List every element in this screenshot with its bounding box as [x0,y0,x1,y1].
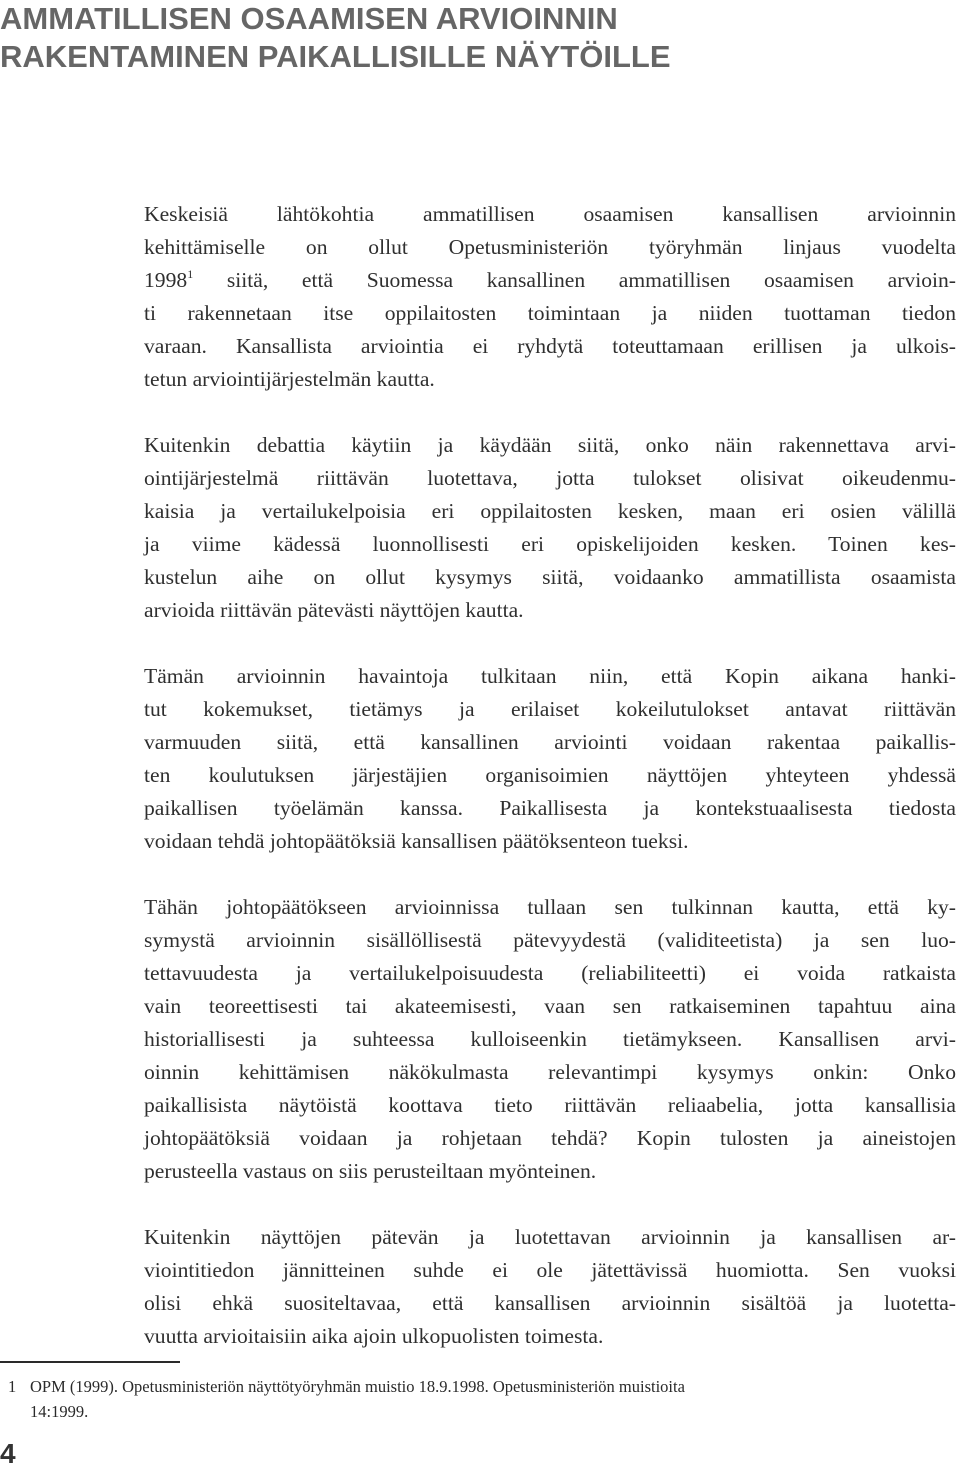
footnote-divider [0,1361,180,1363]
text-line: varaan. Kansallista arviointia ei ryhdytä toteuttamaan erillisen ja ulkois- [144,334,956,358]
text-line: ja viime kädessä luonnollisesti eri opiskelijoiden kesken. Toinen kes- [144,532,956,556]
text-line: viointitiedon jännitteinen suhde ei ole jätettävissä huomiotta. Sen vuoksi [144,1258,956,1282]
paragraph-1 [144,198,956,396]
text-line: Tähän johtopäätökseen arvioinnissa tullaan sen tulkinnan kautta, että ky- [144,895,956,919]
footnote [0,1374,900,1424]
body-text [144,198,956,1386]
paragraph-3 [144,660,956,858]
footnote-text-line-2: 14:1999. [30,1402,89,1421]
text-line: ten koulutuksen järjestäjien organisoimien näyttöjen yhteyteen yhdessä [144,763,956,787]
text-line: varmuuden siitä, että kansallinen arviointi voidaan rakentaa paikallis- [144,730,956,754]
paragraph-2 [144,429,956,627]
text-line: Kuitenkin debattia käytiin ja käydään siitä, onko näin rakennettava arvi- [144,433,956,457]
text-line: Tämän arvioinnin havaintoja tulkitaan niin, että Kopin aikana hanki- [144,664,956,688]
footnote-text-line-1: OPM (1999). Opetusministeriön näyttötyöryhmän muistio 18.9.1998. Opetusministeriön muistioita [30,1377,685,1396]
text-line: paikallisen työelämän kanssa. Paikallisesta ja kontekstuaalisesta tiedosta [144,796,956,820]
paragraph-4 [144,891,956,1188]
text-line: olisi ehkä suositeltavaa, että kansallisen arvioinnin sisältöä ja luotetta- [144,1291,956,1315]
text-line: arvioida riittävän pätevästi näyttöjen kautta. [144,598,524,622]
chapter-heading-line-2: RAKENTAMINEN PAIKALLISILLE NÄYTÖILLE [0,39,671,74]
paragraph-5 [144,1221,956,1353]
text-line: ointijärjestelmä riittävän luotettava, jotta tulokset olisivat oikeudenmu- [144,466,956,490]
text-line [144,264,956,297]
text-line: symystä arvioinnin sisällöllisestä pätevyydestä (validiteetista) ja sen luo- [144,928,956,952]
text-line: Keskeisiä lähtökohtia ammatillisen osaamisen kansallisen arvioinnin [144,202,956,226]
text-line: ti rakennetaan itse oppilaitosten toimintaan ja niiden tuottaman tiedon [144,301,956,325]
text-line: paikallisista näytöistä koottava tieto riittävän reliaabelia, jotta kansallisia [144,1093,956,1117]
text-line: Kuitenkin näyttöjen pätevän ja luotettavan arvioinnin ja kansallisen ar- [144,1225,956,1249]
text-line: perusteella vastaus on siis perusteiltaan myönteinen. [144,1159,597,1183]
footnote-number: 1 [8,1377,17,1396]
text-line: oinnin kehittämisen näkökulmasta relevantimpi kysymys onkin: Onko [144,1060,956,1084]
text-line-rest: siitä, että Suomessa kansallinen ammatillisen osaamisen arvioin- [226,268,956,292]
chapter-heading-line-1: AMMATILLISEN OSAAMISEN ARVIOINNIN [0,1,618,36]
text-line: kaisia ja vertailukelpoisia eri oppilaitosten kesken, maan eri osien välillä [144,499,956,523]
page-number: 4 [0,1438,16,1469]
text-line: voidaan tehdä johtopäätöksiä kansallisen päätöksenteon tueksi. [144,829,689,853]
year-text: 1998 [144,268,188,292]
chapter-heading [0,0,900,76]
text-line: vain teoreettisesti tai akateemisesti, vaan sen ratkaiseminen tapahtuu aina [144,994,956,1018]
text-line: kustelun aihe on ollut kysymys siitä, voidaanko ammatillista osaamista [144,565,956,589]
text-line: kehittämiselle on ollut Opetusministeriön työryhmän linjaus vuodelta [144,235,956,259]
text-line: historiallisesti ja suhteessa kulloiseenkin tietämykseen. Kansallisen arvi- [144,1027,956,1051]
text-line: tut kokemukset, tietämys ja erilaiset kokeilutulokset antavat riittävän [144,697,956,721]
text-line: tettavuudesta ja vertailukelpoisuudesta (reliabiliteetti) ei voida ratkaista [144,961,956,985]
text-line: tetun arviointijärjestelmän kautta. [144,367,435,391]
footnote-reference[interactable]: 1 [187,267,194,281]
text-line: vuutta arvioitaisiin aika ajoin ulkopuolisten toimesta. [144,1324,604,1348]
text-line: johtopäätöksiä voidaan ja rohjetaan tehdä? Kopin tulosten ja aineistojen [144,1126,956,1150]
